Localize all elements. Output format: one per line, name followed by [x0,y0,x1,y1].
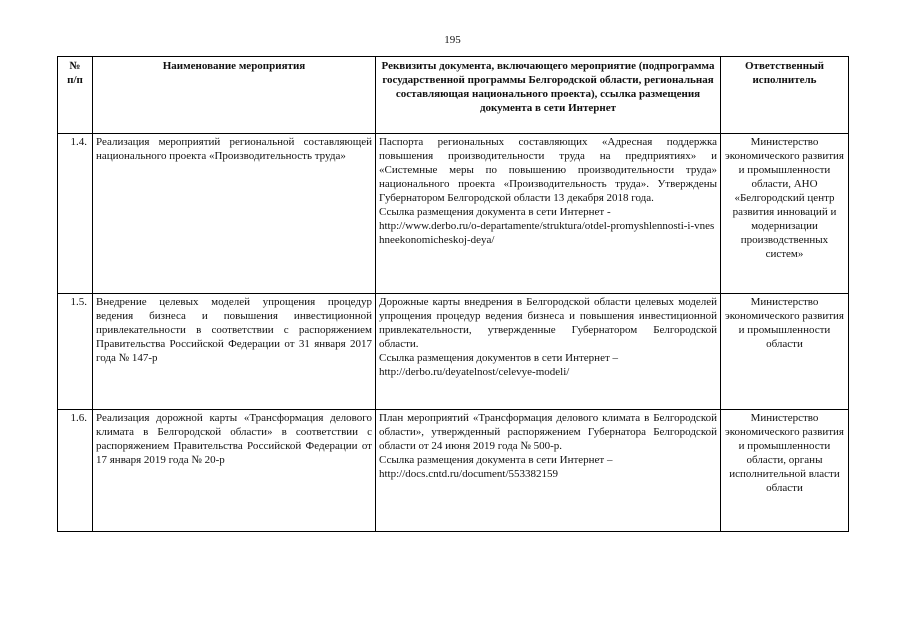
row-name: Реализация мероприятий региональной составляющей национального проекта «Производительность труда» [93,134,376,294]
requisites-text: Паспорта региональных составляющих «Адресная поддержка повышения производительности труда на предприятиях» и «Системные меры по повышению производительности труда» национального проекта «Производительность труда». Утверждены Губернатором Белгородской области 13 декабря 2018 года. [379,136,717,204]
row-name: Реализация дорожной карты «Трансформация делового климата в Белгородской области» в соответствии с распоряжением Правительства Российской Федерации от 17 января 2019 года № 20-р [93,410,376,532]
row-num: 1.4. [58,134,93,294]
document-link[interactable]: http://derbo.ru/deyatelnost/celevye-modeli/ [379,366,570,378]
header-name: Наименование мероприятия [93,57,376,134]
row-name: Внедрение целевых моделей упрощения процедур ведения бизнеса и повышения инвестиционной привлекательности в соответствии с распоряжением Правительства Российской Федерации от 31 января 2017 года № 147-р [93,294,376,410]
row-num: 1.6. [58,410,93,532]
table-header-row [58,57,849,134]
link-label: Ссылка размещения документа в сети Интернет – [379,454,613,466]
document-link[interactable]: http://docs.cntd.ru/document/553382159 [379,468,559,480]
table-row [58,134,849,294]
row-requisites [376,410,721,532]
document-link[interactable]: http://www.derbo.ru/o-departamente/struktura/otdel-promyshlennosti-i-vneshneekonomicheskoj-deya/ [379,220,715,246]
table-row [58,410,849,532]
header-responsible: Ответственный исполнитель [721,57,849,134]
row-responsible: Министерство экономического развития и промышленности области [721,294,849,410]
row-requisites [376,294,721,410]
header-requisites: Реквизиты документа, включающего мероприятие (подпрограмма государственной программы Белгородской области, региональная составляющая национального проекта), ссылка размещения документа в сети Интернет [376,57,721,134]
page-number: 195 [444,34,461,46]
link-label: Ссылка размещения документа в сети Интернет - [379,206,611,218]
header-num: № п/п [58,57,93,134]
requisites-text: План мероприятий «Трансформация делового климата в Белгородской области», утвержденный распоряжением Губернатора Белгородской области от 24 июня 2019 года № 500-р. [379,412,717,452]
row-requisites [376,134,721,294]
row-responsible: Министерство экономического развития и промышленности области, АНО «Белгородский центр развития инноваций и модернизации производственных систем» [721,134,849,294]
table-row [58,294,849,410]
row-num: 1.5. [58,294,93,410]
row-responsible: Министерство экономического развития и промышленности области, органы исполнительной власти области [721,410,849,532]
link-label: Ссылка размещения документов в сети Интернет – [379,352,619,364]
requisites-text: Дорожные карты внедрения в Белгородской области целевых моделей упрощения процедур ведения бизнеса и повышения инвестиционной привлекательности, утвержденные Губернатором Белгородской области. [379,296,717,350]
measures-table [57,56,849,532]
